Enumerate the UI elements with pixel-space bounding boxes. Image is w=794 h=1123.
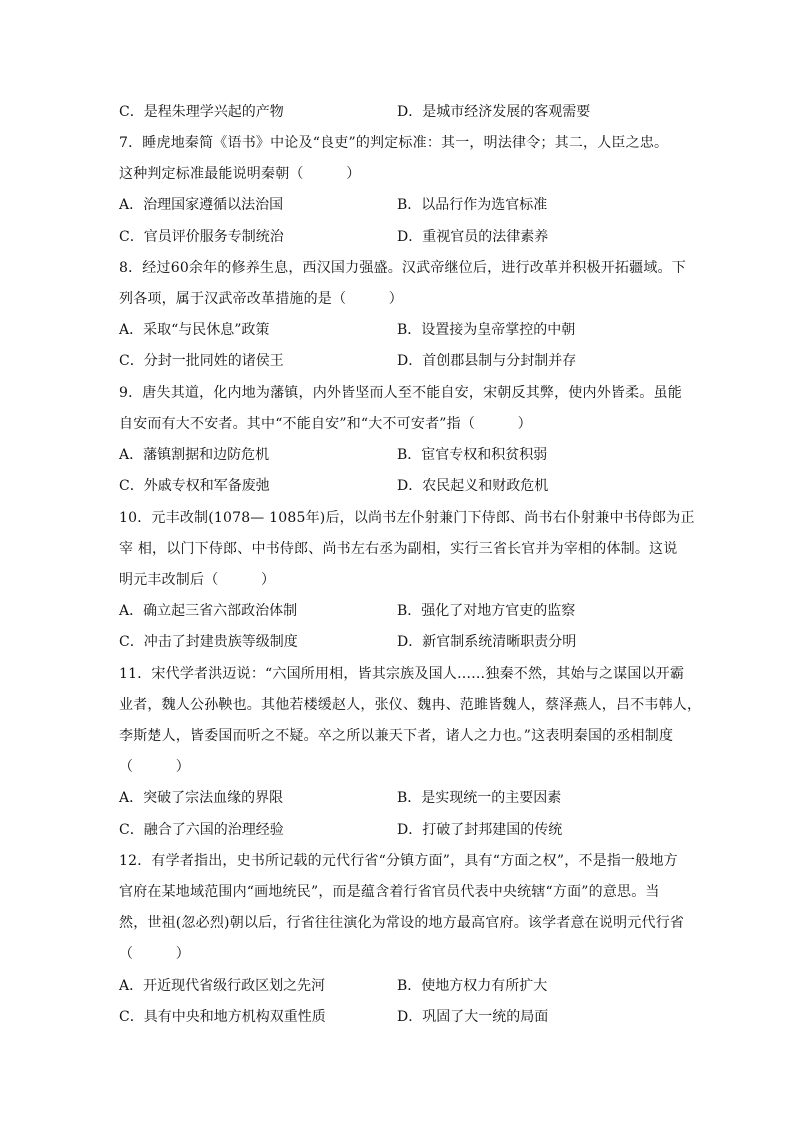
- q12-stem-line-3: 然，世祖(忽必烈)朝以后，行省往往演化为常设的地方最高官府。该学者意在说明元代行省: [119, 915, 685, 931]
- q11-option-a: A．突破了宗法血缘的界限: [119, 790, 284, 806]
- q11-stem-line-2: 业者，魏人公孙鞅也。其他若楼缓赵人，张仪、魏冉、范雎皆魏人，蔡泽燕人，吕不韦韩人，: [119, 697, 702, 713]
- q12-stem-line-4: （ ）: [119, 946, 190, 962]
- q10-stem-line-3: 明元丰改制后（ ）: [119, 572, 276, 588]
- q8-option-a: A．采取“与民休息”政策: [119, 322, 270, 338]
- q12-stem-line-2: 官府在某地域范围内“画地统民”，而是蕴含着行省官员代表中央统辖“方面”的意思。当: [119, 884, 660, 900]
- q9-option-b: B．宦官专权和积贫积弱: [397, 447, 548, 463]
- q6-option-d: D．是城市经济发展的客观需要: [397, 104, 591, 120]
- q10-option-b: B．强化了对地方官吏的监察: [397, 603, 576, 619]
- q8-option-b: B．设置接为皇帝掌控的中朝: [397, 322, 576, 338]
- q8-option-d: D．首创郡县制与分封制并存: [397, 353, 577, 369]
- q7-stem-line-1: 7．睡虎地秦简《语书》中论及“良吏”的判定标准：其一，明法律令；其二，人臣之忠。: [119, 135, 669, 151]
- q11-stem-line-4: （ ）: [119, 759, 190, 775]
- q12-option-d: D．巩固了大一统的局面: [397, 1009, 549, 1025]
- q10-option-d: D．新官制系统清晰职责分明: [397, 634, 577, 650]
- q9-option-d: D．农民起义和财政危机: [397, 478, 549, 494]
- q11-option-c: C．融合了六国的治理经验: [119, 822, 284, 838]
- q9-option-a: A．藩镇割据和边防危机: [119, 447, 270, 463]
- q12-option-a: A．开近现代省级行政区划之先河: [119, 978, 326, 994]
- q9-stem-line-2: 自安而有大不安者。其中“不能自安”和“大不可安者”指（ ）: [119, 416, 532, 432]
- q10-option-c: C．冲击了封建贵族等级制度: [119, 634, 298, 650]
- q7-option-d: D．重视官员的法律素养: [397, 229, 549, 245]
- q12-option-c: C．具有中央和地方机构双重性质: [119, 1009, 326, 1025]
- q10-stem-line-1: 10．元丰改制(1078— 1085年)后，以尚书左仆射兼门下侍郎、尚书右仆射兼中书侍郎为正: [119, 510, 695, 526]
- q7-option-b: B．以品行作为选官标准: [397, 197, 548, 213]
- q11-option-d: D．打破了封邦建国的传统: [397, 822, 563, 838]
- q8-stem-line-2: 列各项，属于汉武帝改革措施的是（ ）: [119, 291, 403, 307]
- q7-stem-line-2: 这种判定标准最能说明秦朝（ ）: [119, 166, 361, 182]
- q12-option-b: B．使地方权力有所扩大: [397, 978, 548, 994]
- q10-option-a: A．确立起三省六部政治体制: [119, 603, 298, 619]
- q9-option-c: C．外戚专权和军备废弛: [119, 478, 270, 494]
- q11-stem-line-3: 李斯楚人，皆委国而听之不疑。卒之所以兼天下者，诸人之力也。”这表明秦国的丞相制度: [119, 728, 674, 744]
- q7-option-c: C．官员评价服务专制统治: [119, 229, 284, 245]
- q12-stem-line-1: 12．有学者指出，史书所记载的元代行省“分镇方面”，具有“方面之权”，不是指一般地方: [119, 853, 678, 869]
- q7-option-a: A．治理国家遵循以法治国: [119, 197, 284, 213]
- q6-option-c: C．是程朱理学兴起的产物: [119, 104, 284, 120]
- q11-option-b: B．是实现统一的主要因素: [397, 790, 562, 806]
- q8-stem-line-1: 8．经过60余年的修养生息，西汉国力强盛。汉武帝继位后，进行改革并积极开拓疆域。下: [119, 260, 686, 276]
- q8-option-c: C．分封一批同姓的诸侯王: [119, 353, 284, 369]
- q11-stem-line-1: 11．宋代学者洪迈说：“六国所用相，皆其宗族及国人……独秦不然，其始与之谋国以开霸: [119, 666, 685, 682]
- q9-stem-line-1: 9．唐失其道，化内地为藩镇，内外皆坚而人至不能自安，宋朝反其弊，使内外皆柔。虽能: [119, 385, 682, 401]
- q10-stem-line-2: 宰 相，以门下侍郎、中书侍郎、尚书左右丞为副相，实行三省长官并为宰相的体制。这说: [119, 541, 678, 557]
